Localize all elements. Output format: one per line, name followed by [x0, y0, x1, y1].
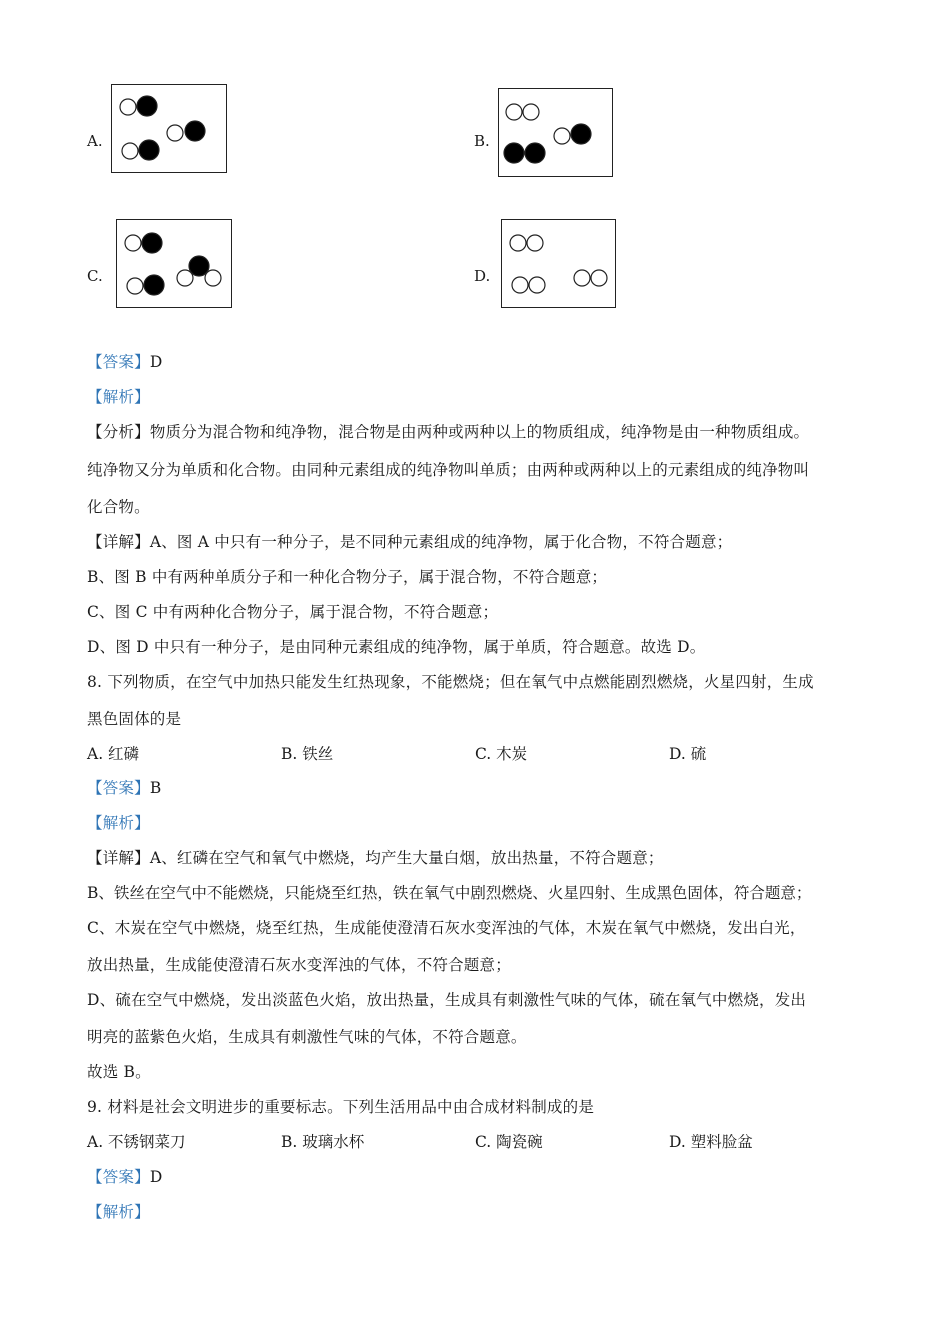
q9-analysis-line — [87, 1200, 150, 1222]
q8-detail-line-3: C、木炭在空气中燃烧，烧至红热，生成能使澄清石灰水变浑浊的气体，木炭在氧气中燃烧，发出白光， — [87, 919, 806, 937]
detail-text-1: A、红磷在空气和氧气中燃烧，均产生大量白烟，放出热量，不符合题意； — [149, 849, 664, 867]
q8-stem-line-2: 黑色固体的是 — [87, 710, 182, 728]
q7-fenxi-line-1 — [87, 420, 809, 442]
q8-answer: B — [149, 779, 162, 797]
q8-detail-line-2: B、铁丝在空气中不能燃烧，只能烧至红热，铁在氧气中剧烈燃烧、火星四射、生成黑色固体，符合题意； — [87, 884, 812, 902]
q8-detail-line-6: 明亮的蓝紫色火焰，生成具有刺激性气味的气体，不符合题意。 — [87, 1028, 527, 1046]
q8-conclusion: 故选 B。 — [87, 1063, 151, 1081]
option-a-diagram — [111, 84, 227, 173]
q7-detail-line-3: C、图 C 中有两种化合物分子，属于混合物，不符合题意； — [87, 603, 499, 621]
option-b-diagram — [498, 88, 613, 177]
q8-stem-line-1: 8. 下列物质，在空气中加热只能发生红热现象，不能燃烧；但在氧气中点燃能剧烈燃烧，火星四射，生成 — [87, 673, 814, 691]
q7-fenxi-line-3: 化合物。 — [87, 498, 150, 516]
detail-text-1: A、图 A 中只有一种分子，是不同种元素组成的纯净物，属于化合物，不符合题意； — [149, 533, 733, 551]
q7-detail-line-4: D、图 D 中只有一种分子，是由同种元素组成的纯净物，属于单质，符合题意。故选 D。 — [87, 638, 706, 656]
detail-tag: 【详解】 — [87, 533, 150, 551]
answer-tag: 【答案】 — [87, 1168, 150, 1186]
q8-answer-line — [87, 776, 161, 798]
q8-choice-b: B. 铁丝 — [281, 745, 334, 763]
answer-tag: 【答案】 — [87, 353, 150, 371]
fenxi-tag: 【分析】 — [87, 423, 150, 441]
option-c-diagram — [116, 219, 232, 308]
analysis-tag: 【解析】 — [87, 1203, 150, 1221]
detail-tag: 【详解】 — [87, 849, 150, 867]
fenxi-text-1: 物质分为混合物和纯净物，混合物是由两种或两种以上的物质组成，纯净物是由一种物质组成。 — [149, 423, 810, 441]
q7-detail-line-2: B、图 B 中有两种单质分子和一种化合物分子，属于混合物，不符合题意； — [87, 568, 608, 586]
q9-answer: D — [149, 1168, 163, 1186]
q7-answer-line — [87, 350, 162, 372]
option-d-label: D. — [474, 267, 491, 285]
q7-analysis-line — [87, 385, 150, 407]
q7-detail-line-1 — [87, 530, 732, 552]
q7-answer: D — [149, 353, 163, 371]
option-c-molecules — [117, 220, 231, 307]
q9-choice-c: C. 陶瓷碗 — [475, 1133, 543, 1151]
option-a-label: A. — [87, 132, 103, 150]
q7-fenxi-line-2: 纯净物又分为单质和化合物。由同种元素组成的纯净物叫单质；由两种或两种以上的元素组成的纯净物叫 — [87, 461, 810, 479]
option-d-molecules — [502, 220, 615, 307]
answer-tag: 【答案】 — [87, 779, 150, 797]
q8-analysis-line — [87, 811, 150, 833]
q9-choice-a: A. 不锈钢菜刀 — [87, 1133, 186, 1151]
option-c-label: C. — [87, 267, 103, 285]
option-b-label: B. — [474, 132, 490, 150]
option-b-molecules — [499, 89, 612, 176]
q9-choice-d: D. 塑料脸盆 — [669, 1133, 753, 1151]
q8-detail-line-5: D、硫在空气中燃烧，发出淡蓝色火焰，放出热量，生成具有刺激性气味的气体，硫在氧气中燃烧，发出 — [87, 991, 807, 1009]
q9-choice-b: B. 玻璃水杯 — [281, 1133, 365, 1151]
analysis-tag: 【解析】 — [87, 814, 150, 832]
q8-detail-line-4: 放出热量，生成能使澄清石灰水变浑浊的气体，不符合题意； — [87, 956, 511, 974]
q9-answer-line — [87, 1165, 162, 1187]
q8-choice-a: A. 红磷 — [87, 745, 140, 763]
q8-choice-c: C. 木炭 — [475, 745, 528, 763]
q8-choice-d: D. 硫 — [669, 745, 707, 763]
q8-detail-line-1 — [87, 846, 664, 868]
q9-stem: 9. 材料是社会文明进步的重要标志。下列生活用品中由合成材料制成的是 — [87, 1098, 595, 1116]
analysis-tag: 【解析】 — [87, 388, 150, 406]
option-d-diagram — [501, 219, 616, 308]
option-a-molecules — [112, 85, 226, 172]
